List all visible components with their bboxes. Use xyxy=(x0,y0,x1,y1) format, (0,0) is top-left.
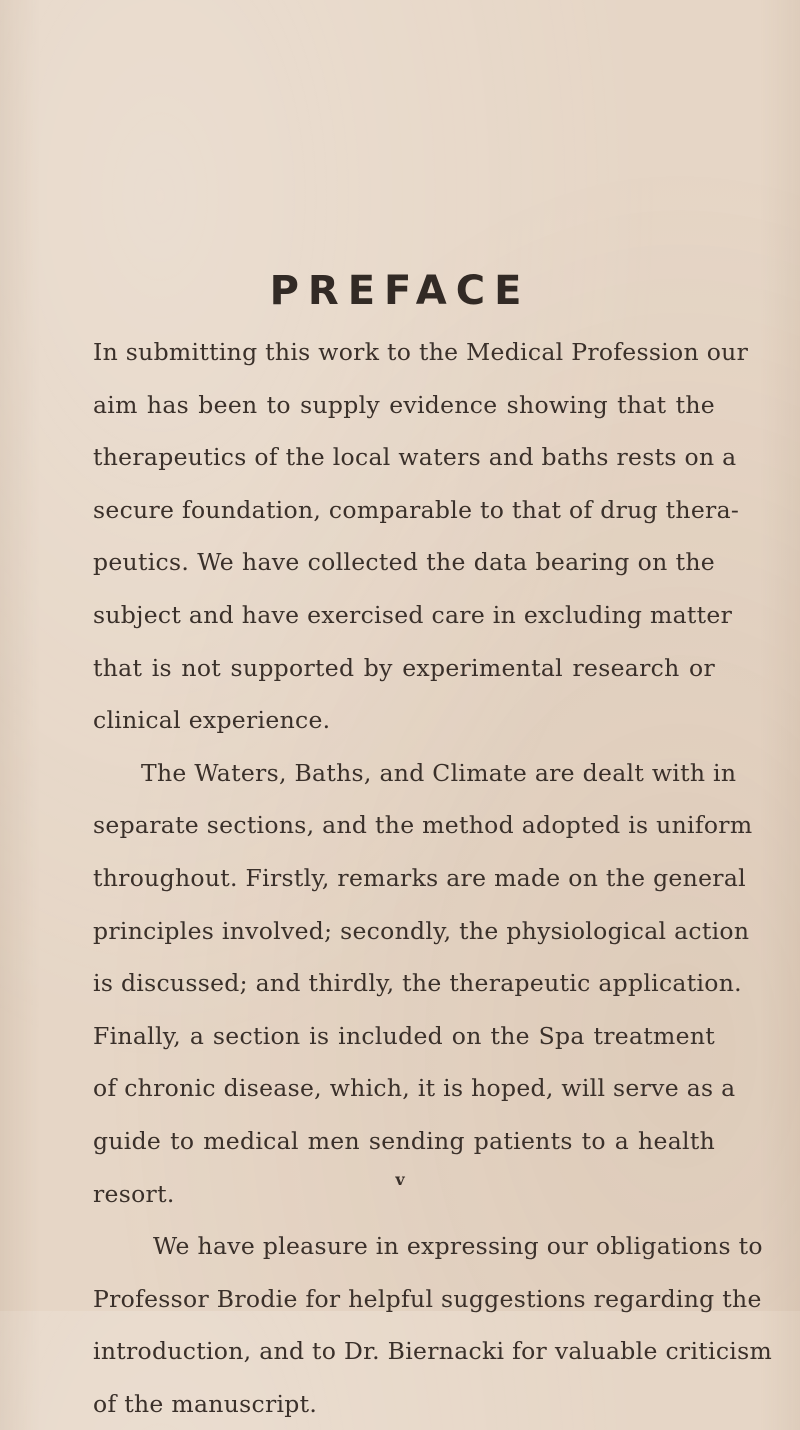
text-line: that is not supported by experimental research or xyxy=(93,653,715,682)
text-line: We have pleasure in expressing our obligations to xyxy=(153,1232,763,1261)
text-line: guide to medical men sending patients to a health xyxy=(93,1126,715,1155)
page-title: PREFACE xyxy=(269,268,531,314)
text-line: aim has been to supply evidence showing that the xyxy=(93,390,715,419)
text-line: In submitting this work to the Medical Profession our xyxy=(93,338,749,366)
text-line: Professor Brodie for helpful suggestions regarding the xyxy=(93,1284,762,1313)
text-line: subject and have exercised care in excluding matter xyxy=(93,600,733,629)
text-line: is discussed; and thirdly, the therapeutic application. xyxy=(93,969,742,998)
text-line: of chronic disease, which, it is hoped, will serve as a xyxy=(93,1074,736,1103)
text-line: Finally, a section is included on the Spa treatment xyxy=(93,1021,715,1050)
preface-body xyxy=(93,326,773,1430)
text-line: resort. xyxy=(93,1179,175,1208)
page-number: v xyxy=(395,1170,405,1189)
text-line: separate sections, and the method adopted is uniform xyxy=(93,811,753,840)
text-line: secure foundation, comparable to that of drug thera- xyxy=(93,495,740,524)
text-line: peutics. We have collected the data bearing on the xyxy=(93,548,715,577)
text-line: clinical experience. xyxy=(93,706,331,735)
text-line: The Waters, Baths, and Climate are dealt with in xyxy=(141,758,737,787)
text-line: principles involved; secondly, the physiological action xyxy=(93,916,750,945)
text-line: of the manuscript. xyxy=(93,1389,318,1418)
text-line: throughout. Firstly, remarks are made on the general xyxy=(93,863,746,892)
text-line: introduction, and to Dr. Biernacki for valuable criticism xyxy=(93,1337,773,1366)
text-line: therapeutics of the local waters and baths rests on a xyxy=(93,443,737,472)
